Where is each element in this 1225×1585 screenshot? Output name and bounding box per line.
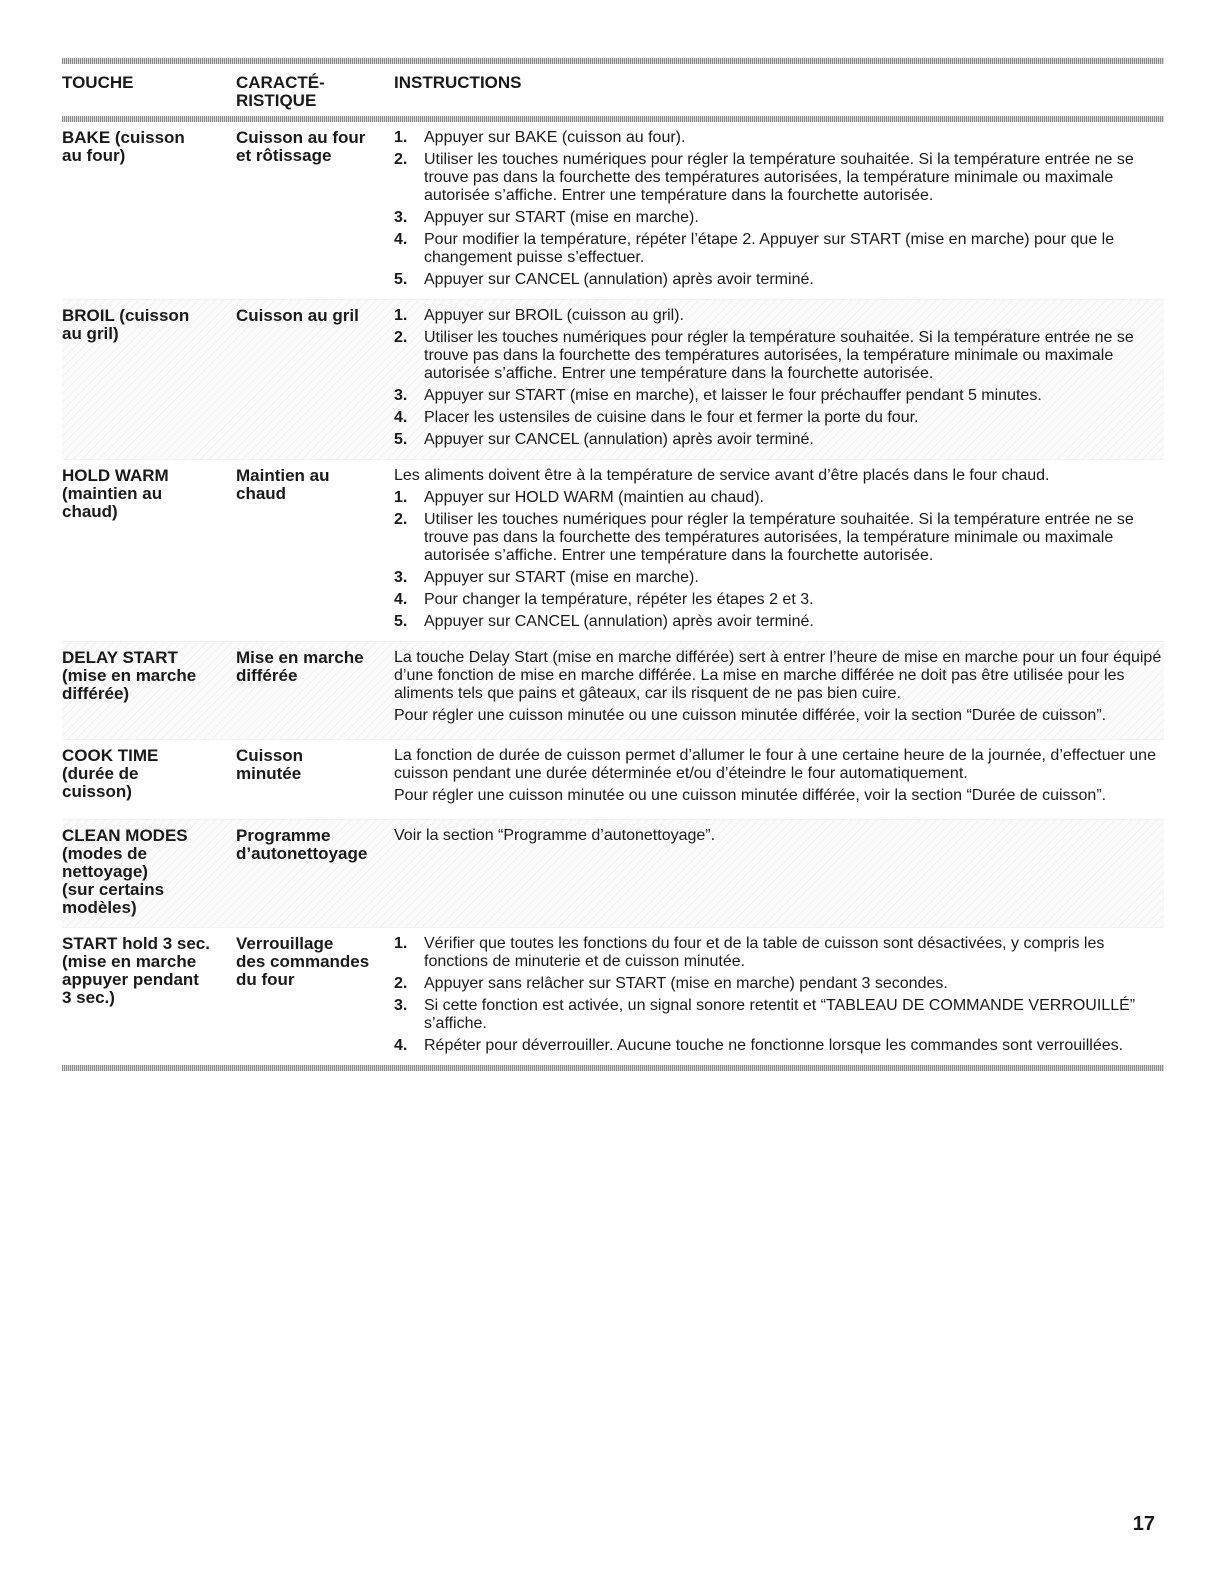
step-text: Appuyer sur BROIL (cuisson au gril). [424, 307, 684, 324]
step-number: 4. [394, 409, 408, 426]
row-key-label: CLEAN MODES (modes de nettoyage) (sur certains modèles) [62, 826, 188, 917]
step-text: Appuyer sur CANCEL (annulation) après avoir terminé. [424, 431, 814, 448]
step-number: 1. [394, 129, 408, 146]
step-item [394, 231, 1164, 267]
step-list [394, 129, 1164, 289]
step-item [394, 1037, 1164, 1055]
step-number: 1. [394, 935, 408, 952]
header-instructions: INSTRUCTIONS [394, 73, 522, 92]
step-number: 5. [394, 431, 408, 448]
step-item [394, 409, 1164, 427]
header-caracteristique: CARACTÉ- RISTIQUE [236, 73, 325, 110]
table-row [62, 928, 1164, 1065]
step-list [394, 489, 1164, 631]
instruction-paragraph: Pour régler une cuisson minutée ou une cuisson minutée différée, voir la section “Durée de cuisson”. [394, 707, 1107, 724]
step-item [394, 489, 1164, 507]
instruction-paragraph: La fonction de durée de cuisson permet d’allumer le four à une certaine heure de la journée, d’effectuer une cuisson pendant une durée déterminée et/ou d’éteindre le four automatiquement. [394, 747, 1156, 782]
page-number: 17 [1132, 1513, 1155, 1535]
step-text: Vérifier que toutes les fonctions du four et de la table de cuisson sont désactivées, y compris les fonctions de minuterie et de cuisson minutée. [424, 935, 1105, 970]
step-number: 4. [394, 231, 408, 248]
row-feature-label: Maintien au chaud [236, 466, 330, 503]
row-instructions [394, 649, 1164, 729]
row-key-label: DELAY START (mise en marche différée) [62, 648, 197, 703]
row-instructions [394, 827, 1164, 917]
step-text: Répéter pour déverrouiller. Aucune touche ne fonctionne lorsque les commandes sont verrouillées. [424, 1037, 1124, 1054]
step-item [394, 997, 1164, 1033]
step-number: 3. [394, 569, 408, 586]
row-feature-label: Mise en marche différée [236, 648, 364, 685]
step-item [394, 935, 1164, 971]
step-number: 2. [394, 975, 408, 992]
feature-table [62, 58, 1164, 1071]
instruction-paragraph: Pour régler une cuisson minutée ou une cuisson minutée différée, voir la section “Durée de cuisson”. [394, 787, 1107, 804]
row-instructions [394, 307, 1164, 449]
row-feature-label: Cuisson minutée [236, 746, 304, 783]
step-text: Utiliser les touches numériques pour régler la température souhaitée. Si la température entrée ne se trouve pas dans la fourchette des températures autorisées, la température minimale ou maximale autorisée s’affiche. Entrer une température dans la fourchette autorisée. [424, 151, 1134, 204]
step-number: 3. [394, 997, 408, 1014]
step-item [394, 591, 1164, 609]
table-row [62, 820, 1164, 927]
step-text: Appuyer sur CANCEL (annulation) après avoir terminé. [424, 271, 814, 288]
step-item [394, 209, 1164, 227]
table-row [62, 300, 1164, 459]
step-text: Appuyer sur START (mise en marche). [424, 209, 699, 226]
step-text: Appuyer sur HOLD WARM (maintien au chaud). [424, 489, 764, 506]
step-text: Appuyer sur START (mise en marche). [424, 569, 699, 586]
step-text: Utiliser les touches numériques pour régler la température souhaitée. Si la température entrée ne se trouve pas dans la fourchette des températures autorisées, la température minimale ou maximale autorisée s’affiche. Entrer une température dans la fourchette autorisée. [424, 329, 1134, 382]
step-number: 2. [394, 329, 408, 346]
table-row [62, 642, 1164, 739]
step-number: 1. [394, 489, 408, 506]
row-instructions [394, 129, 1164, 289]
bottom-rule [62, 1065, 1164, 1071]
step-text: Appuyer sur BAKE (cuisson au four). [424, 129, 686, 146]
step-number: 5. [394, 271, 408, 288]
step-number: 4. [394, 591, 408, 608]
step-item [394, 975, 1164, 993]
row-feature-label: Cuisson au gril [236, 306, 359, 325]
step-number: 2. [394, 151, 408, 168]
row-instructions [394, 747, 1164, 809]
table-header [62, 64, 1164, 116]
row-key-label: BROIL (cuisson au gril) [62, 306, 190, 343]
step-item [394, 129, 1164, 147]
step-text: Si cette fonction est activée, un signal sonore retentit et “TABLEAU DE COMMANDE VERROUILLÉ” s’affiche. [424, 997, 1136, 1032]
step-number: 1. [394, 307, 408, 324]
row-feature-label: Cuisson au four et rôtissage [236, 128, 366, 165]
row-key-label: HOLD WARM (maintien au chaud) [62, 466, 169, 521]
instruction-paragraph: Voir la section “Programme d’autonettoyage”. [394, 827, 716, 844]
row-key-label: BAKE (cuisson au four) [62, 128, 185, 165]
step-number: 3. [394, 209, 408, 226]
step-list [394, 935, 1164, 1055]
step-text: Pour changer la température, répéter les étapes 2 et 3. [424, 591, 814, 608]
row-feature-label: Programme d’autonettoyage [236, 826, 368, 863]
row-feature-label: Verrouillage des commandes du four [236, 934, 370, 989]
step-text: Appuyer sans relâcher sur START (mise en marche) pendant 3 secondes. [424, 975, 948, 992]
table-row [62, 740, 1164, 819]
row-instructions [394, 935, 1164, 1055]
step-number: 4. [394, 1037, 408, 1054]
header-touche: TOUCHE [62, 73, 134, 92]
step-text: Pour modifier la température, répéter l’étape 2. Appuyer sur START (mise en marche) pour que le changement puisse s’effectuer. [424, 231, 1115, 266]
step-list [394, 307, 1164, 449]
step-number: 5. [394, 613, 408, 630]
step-item [394, 511, 1164, 565]
table-body [62, 122, 1164, 1065]
step-item [394, 307, 1164, 325]
step-text: Placer les ustensiles de cuisine dans le four et fermer la porte du four. [424, 409, 919, 426]
instruction-paragraph: La touche Delay Start (mise en marche différée) sert à entrer l’heure de mise en marche pour un four équipé d’une fonction de mise en marche différée. La mise en marche différée ne doit pas être utilisée pour les aliments tels que pains et gâteaux, car ils risquent de ne pas bien cuire. [394, 649, 1162, 702]
step-text: Appuyer sur CANCEL (annulation) après avoir terminé. [424, 613, 814, 630]
step-item [394, 613, 1164, 631]
row-key-label: COOK TIME (durée de cuisson) [62, 746, 159, 801]
step-item [394, 431, 1164, 449]
row-key-label: START hold 3 sec. (mise en marche appuyer pendant 3 sec.) [62, 934, 210, 1007]
step-item [394, 151, 1164, 205]
step-number: 2. [394, 511, 408, 528]
row-instructions [394, 467, 1164, 631]
step-number: 3. [394, 387, 408, 404]
step-text: Utiliser les touches numériques pour régler la température souhaitée. Si la température entrée ne se trouve pas dans la fourchette des températures autorisées, la température minimale ou maximale autorisée s’affiche. Entrer une température dans la fourchette autorisée. [424, 511, 1134, 564]
table-row [62, 460, 1164, 641]
table-row [62, 122, 1164, 299]
step-item [394, 569, 1164, 587]
step-item [394, 387, 1164, 405]
step-item [394, 329, 1164, 383]
step-item [394, 271, 1164, 289]
step-text: Appuyer sur START (mise en marche), et laisser le four préchauffer pendant 5 minutes. [424, 387, 1042, 404]
instruction-paragraph: Les aliments doivent être à la température de service avant d’être placés dans le four chaud. [394, 467, 1050, 484]
